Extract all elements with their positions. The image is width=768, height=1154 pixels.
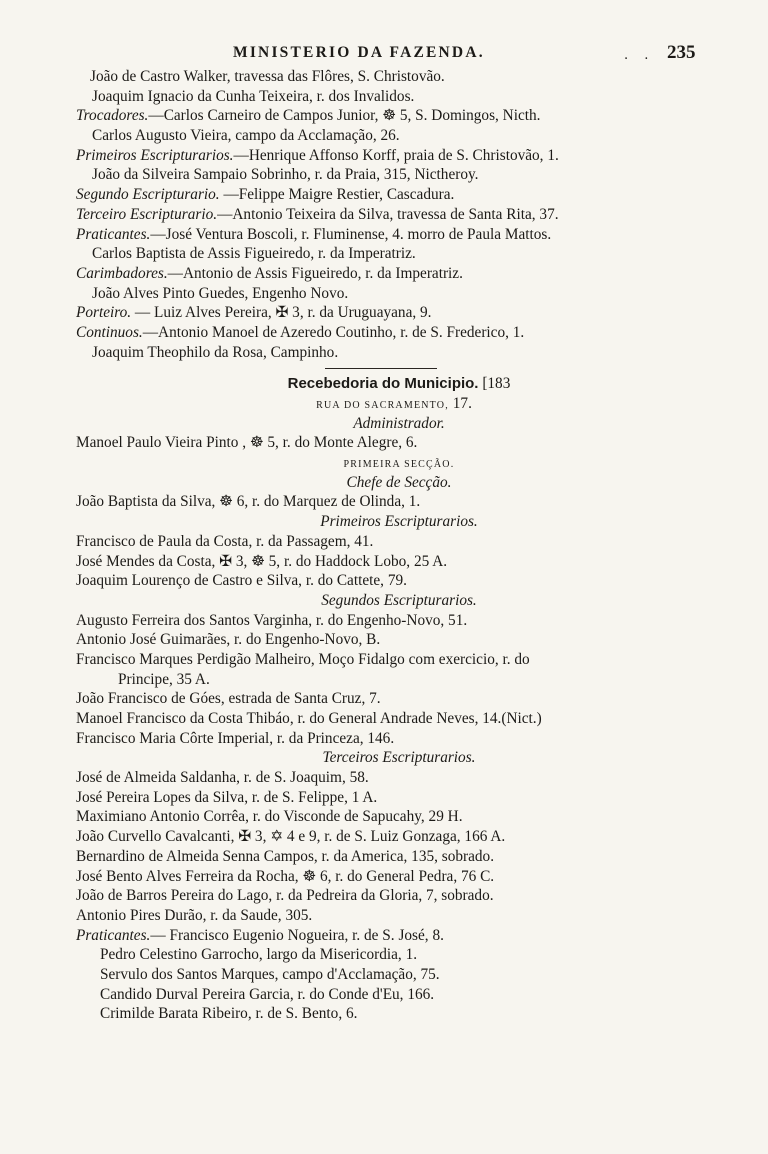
entry-line: Crimilde Barata Ribeiro, r. de S. Bento, 6. bbox=[100, 1005, 358, 1023]
entry-line: Manoel Francisco da Costa Thibáo, r. do General Andrade Neves, 14.(Nict.) bbox=[76, 710, 542, 727]
entry-line: Augusto Ferreira dos Santos Varginha, r. do Engenho-Novo, 51. bbox=[76, 611, 468, 629]
entry-line: Joaquim Theophilo da Rosa, Campinho. bbox=[92, 343, 339, 361]
page-header bbox=[0, 44, 768, 68]
entry-line: Servulo dos Santos Marques, campo d'Acclamação, 75. bbox=[100, 965, 440, 983]
entry-line: Praticantes.— Francisco Eugenio Nogueira, r. de S. José, 8. bbox=[76, 926, 444, 944]
subheading: Primeiros Escripturarios. bbox=[320, 513, 478, 531]
entry-line: Antonio José Guimarães, r. do Engenho-Novo, B. bbox=[76, 631, 381, 649]
header-dots: . . bbox=[624, 48, 655, 63]
entry-line: Segundo Escripturario. —Felippe Maigre Restier, Cascadura. bbox=[76, 186, 455, 204]
section-heading bbox=[0, 374, 768, 394]
entry-line: Terceiro Escripturario.—Antonio Teixeira da Silva, travessa de Santa Rita, 37. bbox=[76, 205, 559, 223]
entry-line: Carimbadores.—Antonio de Assis Figueiredo, r. da Imperatriz. bbox=[76, 264, 463, 282]
entry-line: Primeiros Escripturarios.—Henrique Affonso Korff, praia de S. Christovão, 1. bbox=[76, 146, 559, 164]
entry-line: Francisco Maria Côrte Imperial, r. da Princeza, 146. bbox=[76, 729, 395, 747]
section-address: RUA DO SACRAMENTO, 17. bbox=[316, 395, 472, 412]
page-number: 235 bbox=[667, 42, 696, 63]
section-title: Recebedoria do Municipio. bbox=[287, 375, 479, 393]
subheading: Administrador. bbox=[353, 414, 445, 432]
entry-line: Joaquim Ignacio da Cunha Teixeira, r. dos Invalidos. bbox=[92, 87, 415, 105]
entry-line: Porteiro. — Luiz Alves Pereira, ✠ 3, r. da Uruguayana, 9. bbox=[76, 304, 432, 322]
entry-line: Trocadores.—Carlos Carneiro de Campos Junior, ☸ 5, S. Domingos, Nicth. bbox=[76, 107, 541, 125]
entry-line: Joaquim Lourenço de Castro e Silva, r. do Cattete, 79. bbox=[76, 572, 407, 590]
entry-line: Bernardino de Almeida Senna Campos, r. da America, 135, sobrado. bbox=[76, 847, 495, 865]
entry-line: Carlos Baptista de Assis Figueiredo, r. da Imperatriz. bbox=[92, 245, 416, 263]
subheading: Segundos Escripturarios. bbox=[321, 591, 477, 609]
entry-line: João da Silveira Sampaio Sobrinho, r. da Praia, 315, Nictheroy. bbox=[92, 166, 479, 184]
entry-line: Continuos.—Antonio Manoel de Azeredo Coutinho, r. de S. Frederico, 1. bbox=[76, 323, 525, 341]
entry-line: João de Castro Walker, travessa das Flôres, S. Christovão. bbox=[90, 68, 445, 85]
entry-line: João Francisco de Góes, estrada de Santa Cruz, 7. bbox=[76, 690, 381, 708]
running-title: MINISTERIO DA FAZENDA. bbox=[233, 44, 485, 61]
entry-line: João Alves Pinto Guedes, Engenho Novo. bbox=[92, 284, 349, 302]
subheading: Terceiros Escripturarios. bbox=[322, 749, 476, 767]
entry-line: Antonio Pires Durão, r. da Saude, 305. bbox=[76, 906, 313, 924]
entry-line: João Baptista da Silva, ☸ 6, r. do Marquez de Olinda, 1. bbox=[76, 493, 421, 511]
entry-line: Maximiano Antonio Corrêa, r. do Visconde de Sapucahy, 29 H. bbox=[76, 808, 463, 826]
entry-line: Carlos Augusto Vieira, campo da Acclamação, 26. bbox=[92, 127, 400, 145]
page-body bbox=[0, 67, 768, 1024]
entry-line: Francisco Marques Perdigão Malheiro, Moço Fidalgo com exercicio, r. do bbox=[76, 650, 530, 668]
entry-line: Manoel Paulo Vieira Pinto , ☸ 5, r. do Monte Alegre, 6. bbox=[76, 434, 418, 452]
entry-line: José Mendes da Costa, ✠ 3, ☸ 5, r. do Haddock Lobo, 25 A. bbox=[76, 552, 448, 570]
section-ref: [183 bbox=[482, 375, 511, 393]
entry-line: Francisco de Paula da Costa, r. da Passagem, 41. bbox=[76, 532, 374, 550]
entry-line: José Pereira Lopes da Silva, r. de S. Felippe, 1 A. bbox=[76, 788, 378, 806]
entry-line: João de Barros Pereira do Lago, r. da Pedreira da Gloria, 7, sobrado. bbox=[76, 887, 494, 905]
entry-line: José Bento Alves Ferreira da Rocha, ☸ 6, r. do General Pedra, 76 C. bbox=[76, 867, 495, 885]
subheading: PRIMEIRA SECÇÃO. bbox=[343, 459, 455, 471]
entry-line: Principe, 35 A. bbox=[118, 670, 210, 688]
entry-line: Candido Durval Pereira Garcia, r. do Conde d'Eu, 166. bbox=[100, 985, 435, 1003]
entry-line: Pedro Celestino Garrocho, largo da Misericordia, 1. bbox=[100, 946, 418, 964]
section-divider bbox=[0, 362, 768, 374]
entry-line: João Curvello Cavalcanti, ✠ 3, ✡ 4 e 9, r. de S. Luiz Gonzaga, 166 A. bbox=[76, 828, 506, 846]
entry-line: Praticantes.—José Ventura Boscoli, r. Fluminense, 4. morro de Paula Mattos. bbox=[76, 225, 552, 243]
entry-line: José de Almeida Saldanha, r. de S. Joaquim, 58. bbox=[76, 769, 369, 787]
subheading: Chefe de Secção. bbox=[346, 473, 452, 491]
